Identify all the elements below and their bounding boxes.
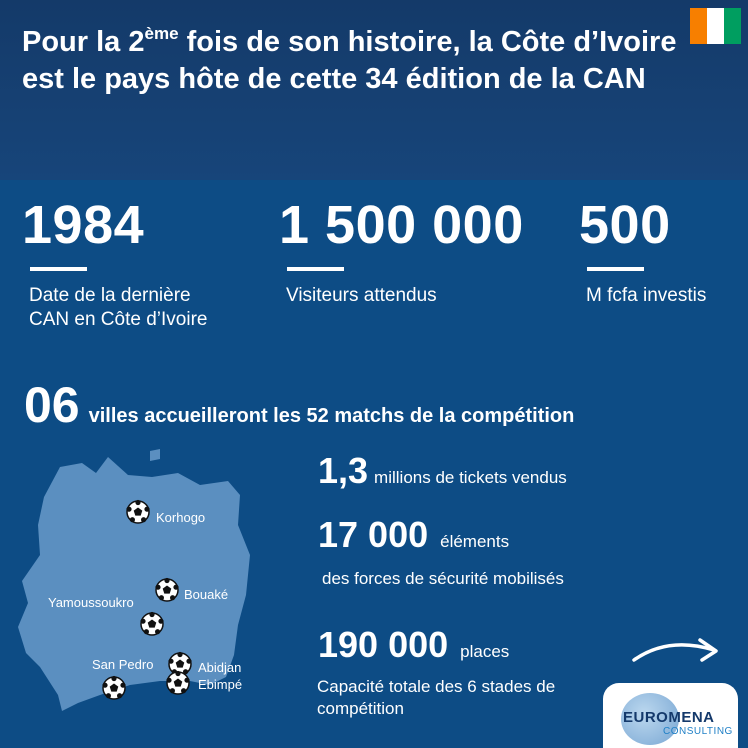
stat-visitors xyxy=(279,197,524,308)
ivory-coast-map xyxy=(0,445,300,748)
fact-security xyxy=(318,514,509,556)
flag-stripe-green xyxy=(724,8,741,44)
page-title: Pour la 2ème fois de son histoire, la Côte d’Ivoire est le pays hôte de cette 34 édition de la CAN xyxy=(22,24,677,95)
arrow-icon xyxy=(628,630,728,670)
stat-divider xyxy=(287,267,344,271)
fact-unit: éléments xyxy=(440,532,510,551)
city-label-abidjan: Abidjan xyxy=(198,660,242,675)
stat-value: 1 500 000 xyxy=(279,195,524,255)
fact-tickets xyxy=(318,450,567,492)
fact-unit: places xyxy=(460,642,510,661)
host-cities-count: 06 xyxy=(24,377,80,433)
stat-value: 500 xyxy=(579,195,671,255)
stat-divider xyxy=(587,267,644,271)
stat-label: Date de la dernière CAN en Côte d’Ivoire xyxy=(29,285,208,330)
stat-label: Visiteurs attendus xyxy=(286,285,437,306)
host-cities-headline xyxy=(24,378,574,432)
stat-investment xyxy=(579,197,706,308)
stat-year xyxy=(22,197,207,332)
euromena-logo xyxy=(603,683,738,748)
fact-unit: millions de tickets vendus xyxy=(374,468,567,487)
flag-stripe-white xyxy=(707,8,724,44)
stat-label: M fcfa investis xyxy=(586,285,707,306)
city-label-yamoussoukro: Yamoussoukro xyxy=(48,595,134,610)
stat-value: 1984 xyxy=(22,195,145,255)
fact-value: 17 000 xyxy=(318,514,429,555)
ivory-coast-flag-icon xyxy=(690,8,741,44)
city-label-ebimpe: Ebimpé xyxy=(198,677,243,692)
fact-places xyxy=(318,624,509,666)
flag-stripe-orange xyxy=(690,8,707,44)
fact-security-sub: des forces de sécurité mobilisés xyxy=(322,569,564,588)
fact-places-sub: Capacité totale des 6 stades de compétition xyxy=(317,677,556,718)
city-label-korhogo: Korhogo xyxy=(156,510,206,525)
city-label-san-pedro: San Pedro xyxy=(92,657,154,672)
stat-divider xyxy=(30,267,87,271)
host-cities-text: villes accueilleront les 52 matchs de la compétition xyxy=(88,405,575,427)
fact-value: 190 000 xyxy=(318,624,449,665)
fact-value: 1,3 xyxy=(318,450,369,491)
logo-name: EUROMENA xyxy=(623,709,715,726)
city-label-bouake: Bouaké xyxy=(184,587,229,602)
logo-subtitle: CONSULTING xyxy=(663,726,733,737)
